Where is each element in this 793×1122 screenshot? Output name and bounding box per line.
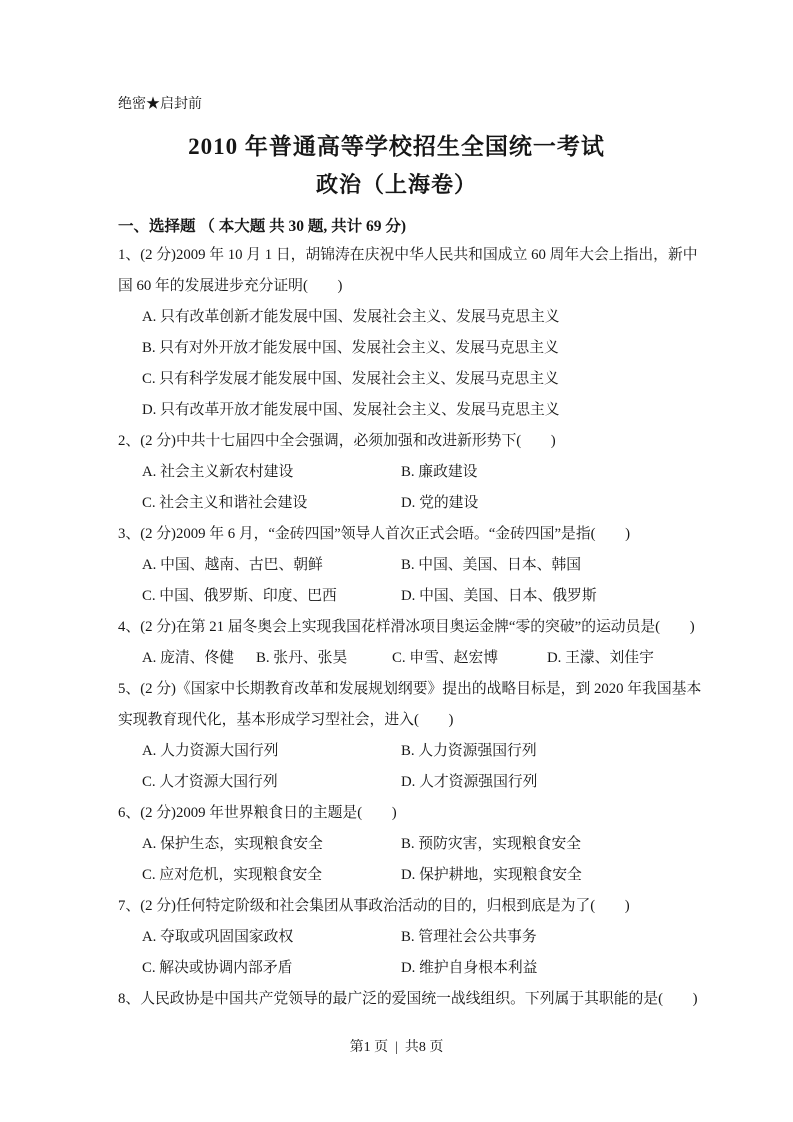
classification-label: 绝密★启封前 [118,97,202,112]
option-row [118,488,675,519]
option-C: C. 中国、俄罗斯、印度、巴西 [142,588,337,604]
option-row [118,457,675,488]
question-3 [118,519,675,612]
option-B: B. 管理社会公共事务 [401,929,537,945]
question-6 [118,798,675,891]
option-C: C. 社会主义和谐社会建设 [142,495,308,511]
option-B: B. 只有对外开放才能发展中国、发展社会主义、发展马克思主义 [142,340,559,356]
option-D: D. 维护自身根本利益 [401,960,538,976]
option-D: D. 王濛、刘佳宇 [547,650,654,666]
page-footer [0,1038,793,1058]
question-text-line: 6、(2 分)2009 年世界粮食日的主题是( ) [118,805,397,821]
option-A: A. 人力资源大国行列 [142,743,279,759]
option-A: A. 夺取或巩固国家政权 [142,929,294,945]
footer-separator: | [395,1040,398,1055]
option-C: C. 应对危机，实现粮食安全 [142,867,323,883]
option-row [118,643,675,674]
option-B: B. 廉政建设 [401,464,478,480]
option-D: D. 保护耕地，实现粮食安全 [401,867,582,883]
option-C: C. 申雪、赵宏博 [392,650,499,666]
option-row [118,829,675,860]
option-row [118,953,675,984]
option-row [118,364,675,395]
option-row [118,860,675,891]
exam-subtitle: 政治（上海卷） [315,172,477,197]
option-row [118,550,675,581]
option-row [118,767,675,798]
exam-title: 2010 年普通高等学校招生全国统一考试 [188,134,605,159]
option-A: A. 只有改革创新才能发展中国、发展社会主义、发展马克思主义 [142,309,560,325]
option-row [118,736,675,767]
question-4 [118,612,695,674]
question-2 [118,426,675,519]
question-text-line: 5、(2 分)《国家中长期教育改革和发展规划纲要》提出的战略目标是，到 2020 年我国基本 [118,681,702,697]
option-D: D. 中国、美国、日本、俄罗斯 [401,588,597,604]
question-7 [118,891,675,984]
option-D: D. 人才资源强国行列 [401,774,538,790]
question-text-line: 2、(2 分)中共十七届四中全会强调，必须加强和改进新形势下( ) [118,433,556,449]
question-text-line: 国 60 年的发展进步充分证明( ) [118,278,343,294]
option-C: C. 人才资源大国行列 [142,774,278,790]
question-text-line: 8、人民政协是中国共产党领导的最广泛的爱国统一战线组织。下列属于其职能的是( ) [118,991,698,1007]
option-row [118,581,675,612]
question-list [118,240,702,1015]
option-B: B. 中国、美国、日本、韩国 [401,557,582,573]
option-B: B. 预防灾害，实现粮食安全 [401,836,582,852]
question-text-line: 3、(2 分)2009 年 6 月，“金砖四国”领导人首次正式会晤。“金砖四国”是指( ) [118,526,631,542]
section-header: 一、选择题 （ 本大题 共 30 题, 共计 69 分) [118,218,407,235]
question-text-line: 1、(2 分)2009 年 10 月 1 日，胡锦涛在庆祝中华人民共和国成立 60 周年大会上指出，新中 [118,247,698,263]
option-row [118,395,675,426]
option-A: A. 保护生态，实现粮食安全 [142,836,323,852]
question-1 [118,240,698,426]
option-B: B. 人力资源强国行列 [401,743,537,759]
option-row [118,333,675,364]
option-row [118,302,675,333]
question-text-line: 7、(2 分)任何特定阶级和社会集团从事政治活动的目的，归根到底是为了( ) [118,898,630,914]
option-C: C. 解决或协调内部矛盾 [142,960,293,976]
option-D: D. 党的建设 [401,495,479,511]
footer-total-pages: 共8 页 [404,1040,444,1055]
option-D: D. 只有改革开放才能发展中国、发展社会主义、发展马克思主义 [142,402,560,418]
question-8 [118,984,698,1015]
option-B: B. 张丹、张昊 [256,650,348,666]
option-row [118,922,675,953]
footer-page-number: 第1 页 [349,1040,389,1055]
option-C: C. 只有科学发展才能发展中国、发展社会主义、发展马克思主义 [142,371,559,387]
option-A: A. 庞清、佟健 [142,650,235,666]
question-text-line: 4、(2 分)在第 21 届冬奥会上实现我国花样滑冰项目奥运金牌“零的突破”的运动员是( ) [118,619,695,635]
question-5 [118,674,702,798]
question-text-line: 实现教育现代化，基本形成学习型社会，进入( ) [118,712,454,728]
option-A: A. 社会主义新农村建设 [142,464,294,480]
option-A: A. 中国、越南、古巴、朝鲜 [142,557,323,573]
